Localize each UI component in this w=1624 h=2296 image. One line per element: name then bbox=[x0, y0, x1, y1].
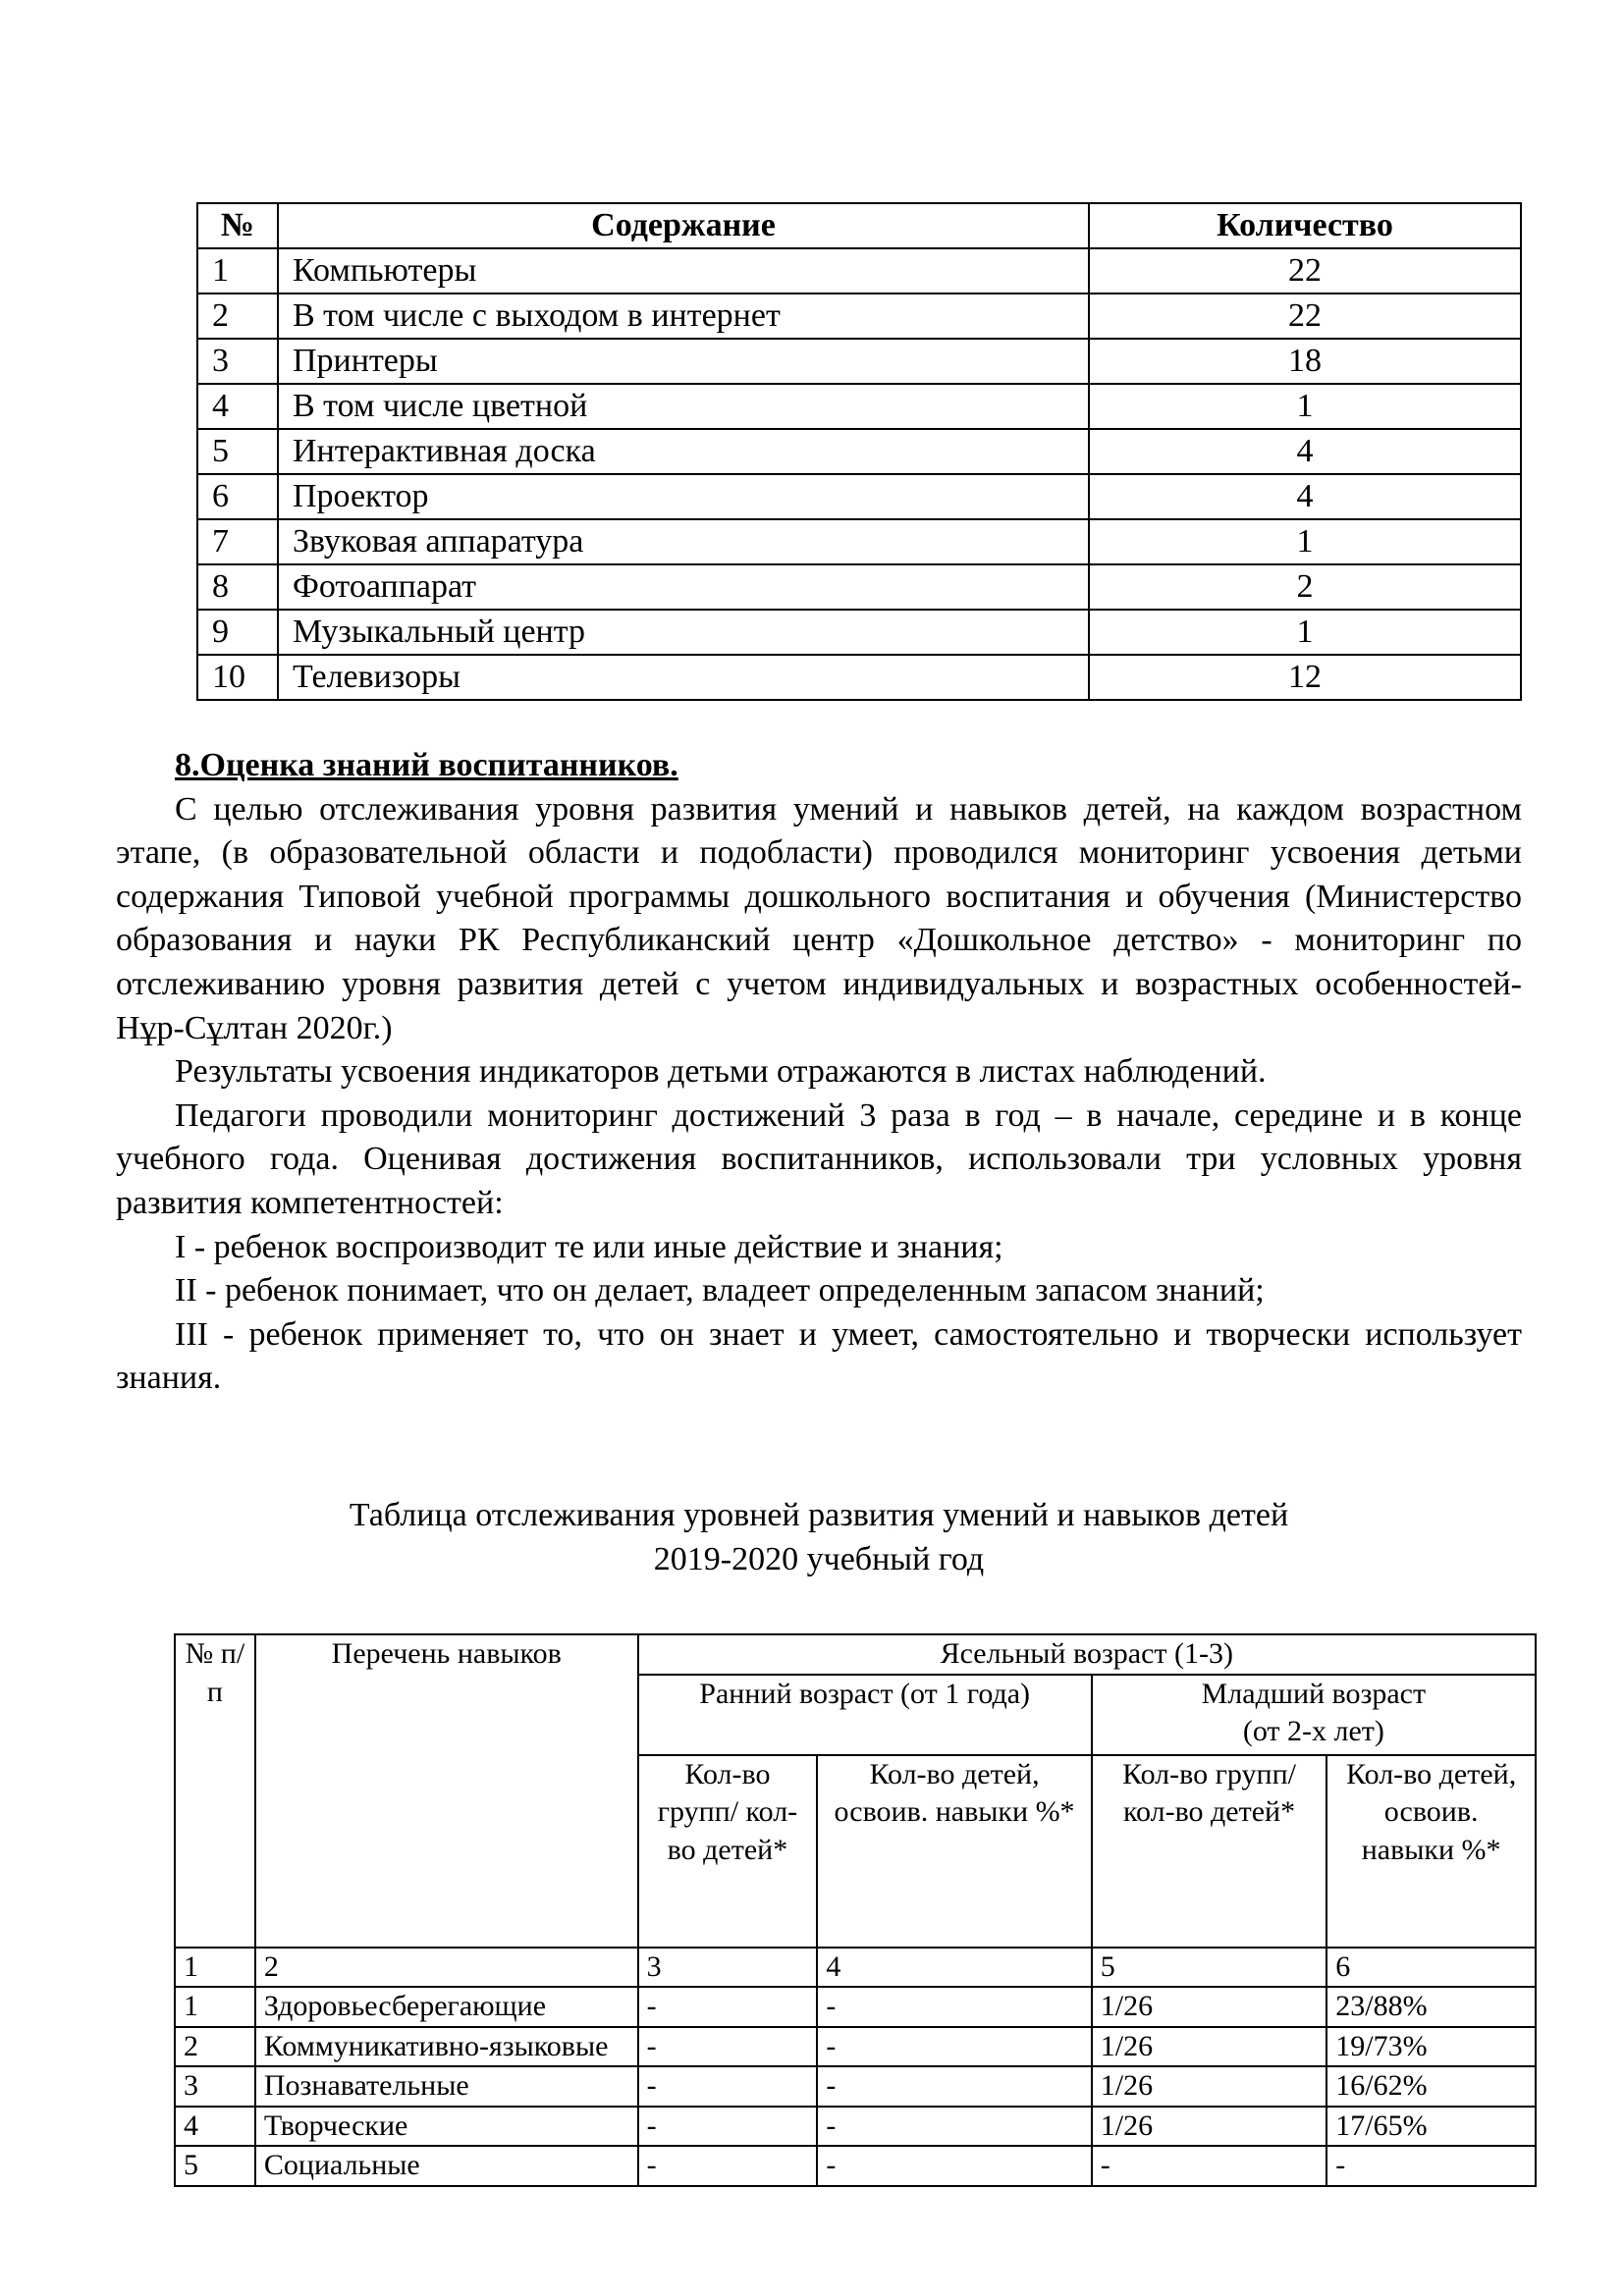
row-value: 1/26 bbox=[1092, 2027, 1327, 2067]
paragraph: С целью отслеживания уровня развития умений и навыков детей, на каждом возрастном этапе, (в образовательной области и подобласти) проводился мониторинг усвоения детьми содержания Типовой учебной программы дошкольного воспитания и обучения (Министерство образования и науки РК Республиканский центр «Дошкольное детство» - мониторинг по отслеживанию уровня развития детей с учетом индивидуальных и возрастных особенностей- Нұр-Сұлтан 2020г.) bbox=[116, 790, 1522, 1046]
row-number: 4 bbox=[175, 2107, 255, 2147]
row-skill: Коммуникативно-языковые bbox=[255, 2027, 638, 2067]
header-content: Содержание bbox=[278, 203, 1089, 248]
row-name: В том числе цветной bbox=[278, 384, 1089, 429]
row-number: 4 bbox=[197, 384, 278, 429]
row-value: 16/62% bbox=[1326, 2066, 1536, 2107]
row-number: 1 bbox=[175, 1987, 255, 2027]
row-quantity: 22 bbox=[1089, 294, 1521, 339]
caption-year: 2019-2020 учебный год bbox=[653, 1540, 985, 1577]
table-row bbox=[197, 474, 1521, 519]
row-value: - bbox=[817, 2027, 1091, 2067]
table-row bbox=[197, 294, 1521, 339]
table-row bbox=[197, 655, 1521, 700]
row-value: - bbox=[817, 2066, 1091, 2107]
row-name: В том числе с выходом в интернет bbox=[278, 294, 1089, 339]
paragraph: III - ребенок применяет то, что он знает и умеет, самостоятельно и творчески использует знания. bbox=[116, 1315, 1522, 1397]
row-quantity: 4 bbox=[1089, 474, 1521, 519]
table-row bbox=[175, 2027, 1536, 2067]
row-quantity: 22 bbox=[1089, 248, 1521, 294]
row-number: 8 bbox=[197, 564, 278, 610]
header-col-4: Кол-во детей, освоив. навыки %* bbox=[817, 1755, 1091, 1948]
row-value: - bbox=[817, 2146, 1091, 2186]
row-name: Звуковая аппаратура bbox=[278, 519, 1089, 564]
table-row bbox=[197, 564, 1521, 610]
header-nursery-age: Ясельный возраст (1-3) bbox=[638, 1634, 1536, 1675]
header-junior-age-range: (от 2-х лет) bbox=[1242, 1715, 1384, 1747]
index-cell: 2 bbox=[255, 1948, 638, 1988]
row-name: Интерактивная доска bbox=[278, 429, 1089, 474]
header-junior-age bbox=[1092, 1675, 1536, 1755]
header-junior-age-title: Младший возраст bbox=[1201, 1677, 1427, 1710]
table-row bbox=[197, 339, 1521, 384]
column-index-row bbox=[175, 1948, 1536, 1988]
header-col-3: Кол-во групп/ кол-во детей* bbox=[638, 1755, 818, 1948]
row-value: - bbox=[638, 2066, 818, 2107]
row-name: Фотоаппарат bbox=[278, 564, 1089, 610]
paragraph: II - ребенок понимает, что он делает, владеет определенным запасом знаний; bbox=[175, 1272, 1265, 1309]
row-number: 3 bbox=[197, 339, 278, 384]
index-cell: 3 bbox=[638, 1948, 818, 1988]
row-number: 10 bbox=[197, 655, 278, 700]
row-skill: Социальные bbox=[255, 2146, 638, 2186]
row-number: 5 bbox=[197, 429, 278, 474]
row-skill: Здоровьесберегающие bbox=[255, 1987, 638, 2027]
row-name: Принтеры bbox=[278, 339, 1089, 384]
row-name: Телевизоры bbox=[278, 655, 1089, 700]
row-quantity: 1 bbox=[1089, 384, 1521, 429]
header-col-5: Кол-во групп/ кол-во детей* bbox=[1092, 1755, 1327, 1948]
row-value: 19/73% bbox=[1326, 2027, 1536, 2067]
row-quantity: 12 bbox=[1089, 655, 1521, 700]
table-caption bbox=[116, 1494, 1522, 1581]
row-value: 1/26 bbox=[1092, 1987, 1327, 2027]
monitoring-table bbox=[174, 1633, 1537, 2187]
index-cell: 5 bbox=[1092, 1948, 1327, 1988]
row-value: - bbox=[817, 1987, 1091, 2027]
row-value: - bbox=[638, 2107, 818, 2147]
header-early-age: Ранний возраст (от 1 года) bbox=[638, 1675, 1092, 1755]
row-value: - bbox=[817, 2107, 1091, 2147]
table-row bbox=[175, 2066, 1536, 2107]
row-quantity: 4 bbox=[1089, 429, 1521, 474]
row-number: 2 bbox=[175, 2027, 255, 2067]
row-number: 6 bbox=[197, 474, 278, 519]
header-number: № п/п bbox=[175, 1634, 255, 1948]
row-number: 5 bbox=[175, 2146, 255, 2186]
index-cell: 4 bbox=[817, 1948, 1091, 1988]
row-name: Музыкальный центр bbox=[278, 610, 1089, 655]
row-number: 3 bbox=[175, 2066, 255, 2107]
paragraph: Педагоги проводили мониторинг достижений 3 раза в год – в начале, середине и в конце учебного года. Оценивая достижения воспитанников, использовали три условных уровня развития компетентностей: bbox=[116, 1096, 1522, 1221]
row-value: - bbox=[638, 1987, 818, 2027]
table-row bbox=[197, 384, 1521, 429]
table-row bbox=[175, 2146, 1536, 2186]
row-value: - bbox=[1092, 2146, 1327, 2186]
row-number: 1 bbox=[197, 248, 278, 294]
table-row bbox=[197, 610, 1521, 655]
row-number: 9 bbox=[197, 610, 278, 655]
paragraph: I - ребенок воспроизводит те или иные действие и знания; bbox=[175, 1228, 1003, 1265]
row-quantity: 2 bbox=[1089, 564, 1521, 610]
row-number: 7 bbox=[197, 519, 278, 564]
row-value: - bbox=[638, 2027, 818, 2067]
equipment-header-row bbox=[197, 203, 1521, 248]
assessment-section bbox=[116, 744, 1522, 1401]
table-row bbox=[197, 248, 1521, 294]
equipment-table bbox=[196, 202, 1522, 701]
row-quantity: 1 bbox=[1089, 610, 1521, 655]
header-quantity: Количество bbox=[1089, 203, 1521, 248]
section-heading: 8.Оценка знаний воспитанников. bbox=[175, 747, 678, 783]
row-quantity: 1 bbox=[1089, 519, 1521, 564]
table-row bbox=[197, 429, 1521, 474]
row-skill: Познавательные bbox=[255, 2066, 638, 2107]
row-value: 1/26 bbox=[1092, 2066, 1327, 2107]
table-row bbox=[197, 519, 1521, 564]
row-value: 1/26 bbox=[1092, 2107, 1327, 2147]
row-value: 17/65% bbox=[1326, 2107, 1536, 2147]
table-row bbox=[175, 2107, 1536, 2147]
row-value: 23/88% bbox=[1326, 1987, 1536, 2027]
caption-title: Таблица отслеживания уровней развития умений и навыков детей bbox=[349, 1497, 1289, 1533]
row-name: Проектор bbox=[278, 474, 1089, 519]
header-skills: Перечень навыков bbox=[255, 1634, 638, 1948]
row-name: Компьютеры bbox=[278, 248, 1089, 294]
row-number: 2 bbox=[197, 294, 278, 339]
index-cell: 1 bbox=[175, 1948, 255, 1988]
table-row bbox=[175, 1987, 1536, 2027]
row-skill: Творческие bbox=[255, 2107, 638, 2147]
index-cell: 6 bbox=[1326, 1948, 1536, 1988]
header-number: № bbox=[197, 203, 278, 248]
row-quantity: 18 bbox=[1089, 339, 1521, 384]
row-value: - bbox=[638, 2146, 818, 2186]
row-value: - bbox=[1326, 2146, 1536, 2186]
header-col-6: Кол-во детей, освоив. навыки %* bbox=[1326, 1755, 1536, 1948]
paragraph: Результаты усвоения индикаторов детьми отражаются в листах наблюдений. bbox=[175, 1053, 1267, 1091]
